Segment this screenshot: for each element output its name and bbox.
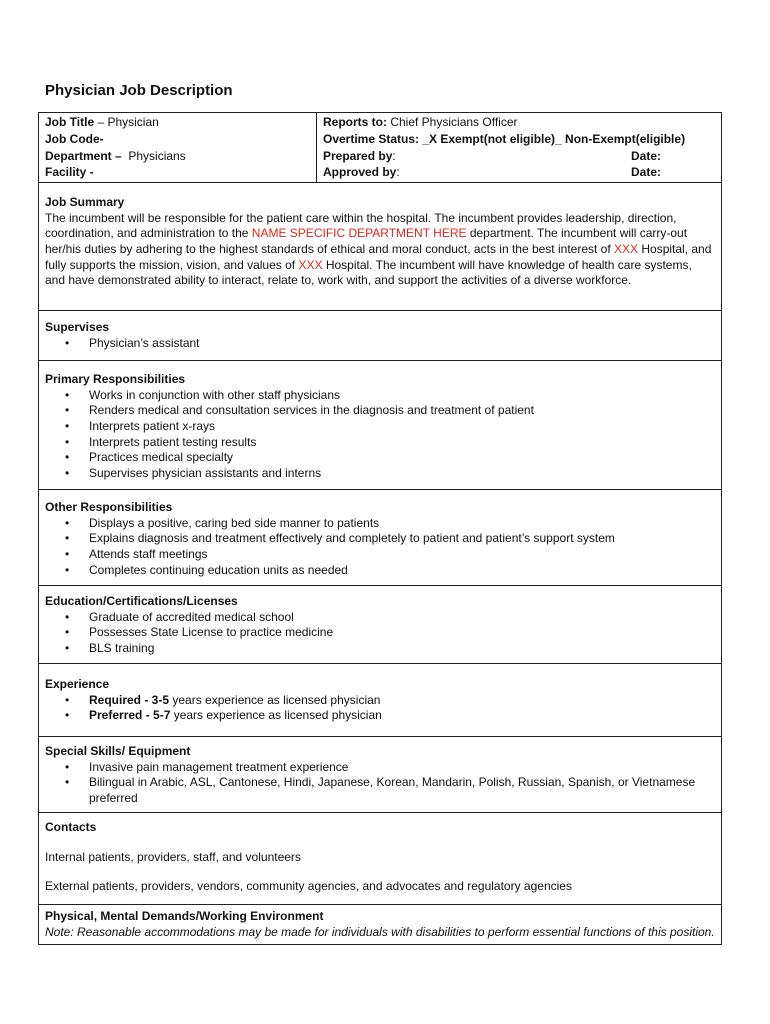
special-skills-heading: Special Skills/ Equipment <box>45 744 191 759</box>
special-skills-section <box>39 737 721 813</box>
list-item: • Interprets patient x-rays <box>65 419 715 435</box>
approved-by-colon: : <box>396 165 400 180</box>
approved-by-row <box>323 164 713 181</box>
header-left-column <box>39 113 317 182</box>
supervises-section <box>39 311 721 361</box>
primary-responsibilities-heading: Primary Responsibilities <box>45 372 186 387</box>
reports-to-value: Chief Physicians Officer <box>387 115 518 129</box>
experience-list <box>45 693 715 724</box>
department-placeholder: NAME SPECIFIC DEPARTMENT HERE <box>251 226 467 241</box>
experience-heading: Experience <box>45 677 110 692</box>
department-value: Physicians <box>128 148 186 163</box>
prepared-by-row <box>323 148 713 165</box>
approved-date-label: Date: <box>630 165 661 180</box>
primary-responsibilities-section <box>39 361 721 490</box>
list-item <box>65 693 715 709</box>
other-responsibilities-section <box>39 490 721 586</box>
education-heading: Education/Certifications/Licenses <box>45 594 238 609</box>
list-item: • BLS training <box>65 641 715 657</box>
job-title-value: – Physician <box>94 115 159 129</box>
preferred-experience-label: Preferred - 5-7 <box>89 708 171 723</box>
contacts-heading: Contacts <box>45 820 97 835</box>
hospital-placeholder-2: XXX <box>298 257 323 272</box>
list-item: • Explains diagnosis and treatment effectively and completely to patient and patient’s support system <box>65 531 715 547</box>
preferred-experience-text: years experience as licensed physician <box>170 708 382 723</box>
header-block <box>39 113 721 183</box>
job-summary-section <box>39 183 721 311</box>
list-item: • Graduate of accredited medical school <box>65 610 715 626</box>
list-item: • Physician’s assistant <box>65 336 715 352</box>
header-right-column <box>317 113 721 182</box>
job-code-row <box>45 131 316 148</box>
summary-text-1: The incumbent will be responsible for the patient care within the hospital. The incumbent provides leadership, direction, coordination, and administration to the <box>45 210 677 241</box>
supervises-heading: Supervises <box>45 320 110 335</box>
required-experience-text: years experience as licensed physician <box>169 692 381 707</box>
summary-text-4: Hospital. The incumbent will have knowledge of health care systems, and have demonstrated ability to interact, relate to, work with, and support the activities of a diverse workforce. <box>45 257 692 288</box>
job-summary-heading: Job Summary <box>45 195 125 210</box>
prepared-by-label: Prepared by <box>323 148 393 163</box>
other-responsibilities-list <box>45 516 715 578</box>
list-item: • Supervises physician assistants and interns <box>65 466 715 482</box>
department-label: Department – <box>45 148 122 163</box>
contacts-section <box>39 813 721 905</box>
primary-responsibilities-list <box>45 388 715 482</box>
list-item: • Possesses State License to practice medicine <box>65 625 715 641</box>
job-code-label: Job Code- <box>45 131 104 146</box>
job-title-label: Job Title <box>45 115 95 129</box>
document-title: Physician Job Description <box>45 82 233 99</box>
internal-contacts: Internal patients, providers, staff, and volunteers <box>45 849 301 864</box>
list-item: • Works in conjunction with other staff physicians <box>65 388 715 404</box>
job-title-row <box>45 114 316 131</box>
supervises-list <box>45 336 715 352</box>
reports-to-label: Reports to: <box>323 115 387 129</box>
list-item: • Practices medical specialty <box>65 450 715 466</box>
external-contacts: External patients, providers, vendors, community agencies, and advocates and regulatory agencies <box>45 879 572 894</box>
list-item: • Completes continuing education units as needed <box>65 563 715 579</box>
job-summary-text <box>45 211 715 289</box>
education-list <box>45 610 715 657</box>
department-row <box>45 148 316 165</box>
prepared-date-label: Date: <box>630 148 661 163</box>
job-description-table <box>38 112 722 945</box>
physical-demands-heading: Physical, Mental Demands/Working Environment <box>45 909 324 924</box>
list-item: • Displays a positive, caring bed side manner to patients <box>65 516 715 532</box>
list-item: • Bilingual in Arabic, ASL, Cantonese, Hindi, Japanese, Korean, Mandarin, Polish, Russian, Spanish, or Vietnamese preferred <box>65 775 715 806</box>
physical-demands-section <box>39 905 721 944</box>
list-item <box>65 708 715 724</box>
approved-by-label: Approved by <box>323 165 397 180</box>
experience-section <box>39 664 721 737</box>
overtime-status-row: Overtime Status: _X Exempt(not eligible)_ Non-Exempt(eligible) <box>323 131 686 146</box>
list-item: • Invasive pain management treatment experience <box>65 760 715 776</box>
other-responsibilities-heading: Other Responsibilities <box>45 500 173 515</box>
facility-row <box>45 164 316 181</box>
education-section <box>39 586 721 664</box>
reports-to-row <box>323 114 713 131</box>
facility-label: Facility - <box>45 165 94 180</box>
accommodations-note: Note: Reasonable accommodations may be made for individuals with disabilities to perform essential functions of this position. <box>45 924 715 939</box>
required-experience-label: Required - 3-5 <box>89 692 170 707</box>
list-item: • Interprets patient testing results <box>65 435 715 451</box>
list-item: • Attends staff meetings <box>65 547 715 563</box>
hospital-placeholder-1: XXX <box>614 241 639 256</box>
summary-text-3: Hospital, and fully supports the mission, vision, and values of <box>45 241 712 272</box>
prepared-by-colon: : <box>392 148 396 163</box>
special-skills-list <box>45 760 715 807</box>
list-item: • Renders medical and consultation services in the diagnosis and treatment of patient <box>65 403 715 419</box>
summary-text-2: department. The incumbent will carry-out her/his duties by adhering to the highest standards of ethical and moral conduct, acts in the best interest of <box>45 226 688 256</box>
